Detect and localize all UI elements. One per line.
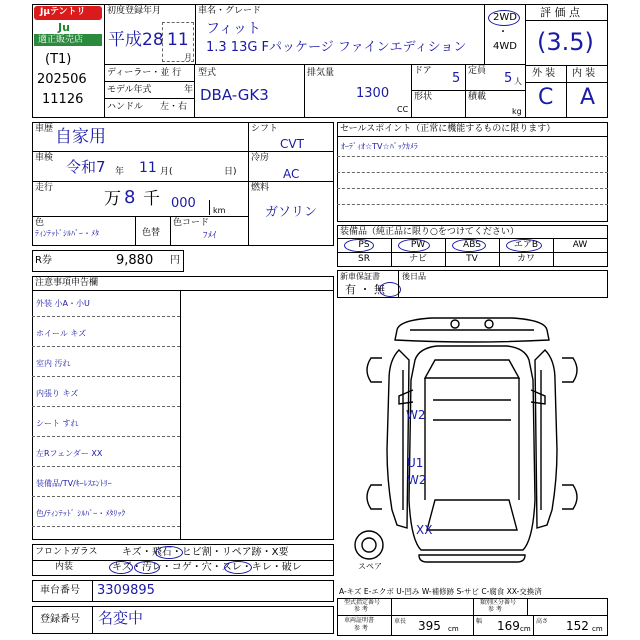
equipment-item: AW bbox=[572, 240, 588, 250]
divider bbox=[411, 64, 412, 118]
dotted-line bbox=[337, 188, 608, 189]
note-line bbox=[32, 436, 180, 437]
dotted-line bbox=[337, 204, 608, 205]
note-line bbox=[32, 406, 180, 407]
divider bbox=[32, 181, 248, 182]
interior-grade: A bbox=[580, 85, 596, 110]
fuel-value: ガソリン bbox=[265, 205, 318, 220]
dealer-ju: Ju bbox=[58, 21, 70, 34]
length-label: 車長 bbox=[394, 618, 407, 625]
divider bbox=[525, 82, 608, 83]
divider bbox=[104, 81, 194, 82]
height-label: 高さ bbox=[536, 618, 549, 625]
equipment-item: ナビ bbox=[408, 254, 427, 264]
chassis-value: 3309895 bbox=[97, 583, 155, 598]
color-swap-label: 色替 bbox=[142, 228, 161, 238]
dealer-date1: 202506 bbox=[37, 72, 87, 87]
recycle-label: R券 bbox=[35, 255, 52, 266]
equipment-item: ABS bbox=[463, 240, 481, 250]
dealer-date2: 11126 bbox=[42, 92, 84, 107]
divider bbox=[473, 598, 474, 636]
divider bbox=[304, 64, 305, 118]
divider bbox=[391, 238, 392, 267]
inspection-era: 令和7 bbox=[66, 158, 106, 176]
divider bbox=[32, 216, 248, 217]
damage-mark-xx: XX bbox=[416, 523, 433, 537]
divider bbox=[411, 90, 525, 91]
divider bbox=[92, 580, 93, 602]
dealer-logo-text: Jμテントリ bbox=[40, 7, 86, 17]
inspection-month-unit: 月( bbox=[160, 167, 173, 177]
recycle-value: 9,880 bbox=[116, 253, 154, 268]
equipment-item: SR bbox=[358, 254, 370, 264]
note-line bbox=[32, 316, 180, 317]
damage-mark-u1: U1 bbox=[407, 456, 424, 470]
dealer-row3-value: 左・右 bbox=[160, 102, 188, 112]
capacity-unit: 人 bbox=[514, 77, 522, 86]
exterior-label: 外 装 bbox=[532, 68, 556, 79]
drive-2wd: 2WD bbox=[493, 12, 517, 23]
mileage-unit: km bbox=[213, 206, 226, 215]
divider bbox=[553, 238, 554, 267]
divider bbox=[195, 4, 196, 64]
cert-model-label: 型式指定番号 bbox=[344, 599, 381, 606]
interior-label: 内 装 bbox=[572, 68, 596, 79]
dotted-line bbox=[337, 156, 608, 157]
exterior-grade: C bbox=[538, 85, 554, 110]
divider bbox=[337, 252, 608, 253]
cert-class-label: 類別区分番号 bbox=[480, 599, 517, 606]
dealer-row3: ハンドル bbox=[107, 102, 144, 112]
shape-label: 形状 bbox=[414, 92, 433, 102]
capacity-value: 5 bbox=[504, 71, 513, 86]
divider bbox=[527, 598, 528, 615]
equipment-item: エアB bbox=[513, 240, 539, 250]
divider bbox=[92, 606, 93, 634]
height-value: 152 bbox=[566, 619, 589, 633]
note-item: シート すれ bbox=[36, 419, 79, 428]
note-item: 色/ﾃｨﾝﾃｯﾄﾞ ｼﾙﾊﾞｰ・ﾒﾀﾘｯｸ bbox=[36, 509, 126, 518]
dealer-row2-unit: 年 bbox=[184, 85, 194, 95]
note-item: 左Rフェンダー XX bbox=[36, 449, 103, 458]
divider bbox=[209, 200, 210, 215]
warranty-label: 新車保証書 bbox=[340, 272, 380, 281]
doors-label: ドア bbox=[414, 66, 432, 76]
usage-value: 自家用 bbox=[55, 127, 106, 147]
drive-4wd: 4WD bbox=[493, 41, 517, 52]
divider bbox=[337, 136, 608, 137]
note-line bbox=[32, 376, 180, 377]
note-line bbox=[32, 466, 180, 467]
color-code-value: ﾌﾒｲ bbox=[203, 231, 217, 241]
first-reg-month-unit: 月 bbox=[184, 53, 192, 62]
spare-label: スペア bbox=[358, 562, 382, 571]
divider bbox=[525, 4, 526, 118]
equipment-item: PW bbox=[410, 240, 426, 250]
recycle-box bbox=[32, 250, 184, 272]
notes-label: 注意事項申告欄 bbox=[35, 278, 99, 288]
usage-label: 車歴 bbox=[35, 124, 54, 134]
chassis-label: 車台番号 bbox=[40, 585, 80, 596]
length-unit: cm bbox=[448, 625, 459, 633]
note-item: 室内 汚れ bbox=[36, 359, 71, 368]
divider bbox=[104, 64, 525, 65]
load-unit: kg bbox=[512, 107, 522, 116]
divider bbox=[32, 290, 334, 291]
inspection-year-unit: 年 bbox=[115, 167, 125, 177]
cert-ref2: 参 考 bbox=[488, 606, 502, 613]
inspection-label: 車検 bbox=[35, 153, 54, 163]
color-code-label: 色コード bbox=[173, 218, 210, 228]
drive-dot: ・ bbox=[498, 27, 508, 38]
mileage-value2: 000 bbox=[171, 196, 196, 211]
divider bbox=[104, 4, 105, 118]
cert-ref1: 参 考 bbox=[354, 606, 368, 613]
dealer-code: (T1) bbox=[45, 52, 72, 67]
width-unit: cm bbox=[520, 625, 531, 633]
height-unit: cm bbox=[592, 625, 603, 633]
divider bbox=[398, 270, 399, 298]
chip-circle bbox=[155, 546, 183, 559]
header-block bbox=[32, 4, 608, 118]
warranty-value: 有 ・ 無 bbox=[345, 283, 385, 296]
note-line bbox=[32, 346, 180, 347]
note-line bbox=[32, 526, 180, 527]
note-item: 装備品/TV/ｷｰﾚｽｴﾝﾄﾘｰ bbox=[36, 479, 112, 488]
dealer-row1: ディーラー・並 行 bbox=[107, 68, 182, 78]
divider bbox=[135, 216, 136, 246]
interior-cond-label: 内装 bbox=[55, 562, 74, 572]
width-label: 幅 bbox=[476, 618, 483, 625]
model-label: 型式 bbox=[198, 68, 217, 78]
note-item: ホイール キズ bbox=[36, 329, 87, 338]
dotted-line bbox=[337, 172, 608, 173]
scuff-circle bbox=[224, 561, 252, 574]
divider bbox=[32, 560, 334, 561]
note-item: 外装 小A・小U bbox=[36, 299, 90, 308]
car-damage-diagram bbox=[337, 300, 608, 585]
mileage-sen: 千 bbox=[143, 189, 160, 209]
interior-cond-value: キズ・汚レ・コゲ・穴・スレ・キレ・破レ bbox=[112, 562, 302, 573]
damage-mark-w2: W2 bbox=[407, 473, 427, 487]
displacement-unit: CC bbox=[397, 105, 409, 114]
mileage-man: 万 bbox=[104, 189, 121, 209]
length-value: 395 bbox=[418, 619, 441, 633]
dealer-row2: モデル年式 bbox=[107, 85, 152, 95]
fuel-label: 燃料 bbox=[251, 183, 270, 193]
color-label: 色 bbox=[35, 218, 45, 228]
grade-label: 評 価 点 bbox=[540, 6, 580, 19]
mileage-value1: 8 bbox=[124, 187, 136, 208]
dirt-circle bbox=[134, 561, 160, 574]
displacement-label: 排気量 bbox=[307, 68, 335, 78]
glass-label: フロントガラス bbox=[35, 547, 98, 557]
doors-value: 5 bbox=[452, 71, 461, 86]
damage-legend: A-キズ E-エクボ U-凹み W-補修跡 S-サビ C-腐食 XX-交換済 bbox=[339, 587, 542, 596]
equipment-label: 装備品（純正品に限り○をつけてください） bbox=[340, 227, 519, 237]
divider bbox=[533, 615, 534, 636]
equipment-item: カワ bbox=[516, 254, 535, 264]
first-reg-month: 11 bbox=[167, 30, 189, 50]
width-value: 169 bbox=[497, 619, 520, 633]
capacity-label: 定員 bbox=[468, 66, 487, 76]
scratch-circle bbox=[109, 561, 133, 574]
equipment-item: PS bbox=[358, 240, 370, 250]
divider bbox=[465, 64, 466, 118]
divider bbox=[32, 151, 248, 152]
color-value: ﾃｨﾝﾃｯﾄﾞｼﾙﾊﾞｰ・ﾒﾀ bbox=[35, 229, 99, 238]
cert-label: 車両証明書 bbox=[344, 617, 375, 624]
divider bbox=[194, 64, 195, 118]
divider bbox=[170, 216, 171, 246]
divider bbox=[445, 238, 446, 267]
divider bbox=[104, 98, 194, 99]
recycle-unit: 円 bbox=[170, 255, 180, 266]
divider bbox=[180, 290, 181, 540]
dealer-sub: 適正販売店 bbox=[38, 35, 84, 45]
damage-mark-w2-side: W2 bbox=[406, 408, 426, 422]
shift-label: シフト bbox=[251, 124, 279, 134]
car-name: フィット bbox=[206, 21, 261, 37]
first-reg-era: 平成28 bbox=[108, 30, 164, 50]
divider bbox=[484, 4, 485, 64]
note-line bbox=[32, 496, 180, 497]
model-value: DBA-GK3 bbox=[200, 86, 269, 104]
grade-score: (3.5) bbox=[537, 28, 594, 56]
divider bbox=[248, 151, 334, 152]
shift-value: CVT bbox=[280, 137, 304, 151]
aircon-label: 冷房 bbox=[251, 153, 270, 163]
divider bbox=[499, 238, 500, 267]
sales-points-label: セールスポイント（正常に機能するものに限ります） bbox=[340, 124, 556, 134]
glass-value: キズ・飛石・ヒビ割・リペア跡・X要 bbox=[122, 547, 289, 558]
divider bbox=[566, 65, 567, 118]
divider bbox=[525, 20, 608, 21]
car-name-label: 車名・グレード bbox=[198, 6, 262, 16]
aircon-value: AC bbox=[283, 167, 300, 181]
sales-point-1: ｵｰﾃﾞｨｵ☆TV☆ﾊﾞｯｸｶﾒﾗ bbox=[341, 142, 418, 151]
inspection-month: 11 bbox=[139, 160, 157, 176]
divider bbox=[248, 122, 249, 246]
equipment-item: TV bbox=[466, 254, 478, 264]
note-item: 内張り キズ bbox=[36, 389, 79, 398]
cert-ref3: 参 考 bbox=[354, 625, 368, 632]
divider bbox=[248, 181, 334, 182]
divider bbox=[391, 598, 392, 636]
inspection-day-unit: 日) bbox=[224, 167, 237, 177]
car-grade: 1.3 13G Fパッケージ ファインエディション bbox=[206, 40, 467, 55]
displacement-value: 1300 bbox=[356, 86, 390, 101]
registration-label: 登録番号 bbox=[40, 614, 80, 625]
after-label: 後日品 bbox=[402, 272, 426, 281]
load-label: 積載 bbox=[468, 92, 487, 102]
first-reg-label: 初度登録年月 bbox=[107, 6, 162, 16]
mileage-label: 走行 bbox=[35, 183, 54, 193]
registration-value: 名変中 bbox=[98, 609, 144, 627]
